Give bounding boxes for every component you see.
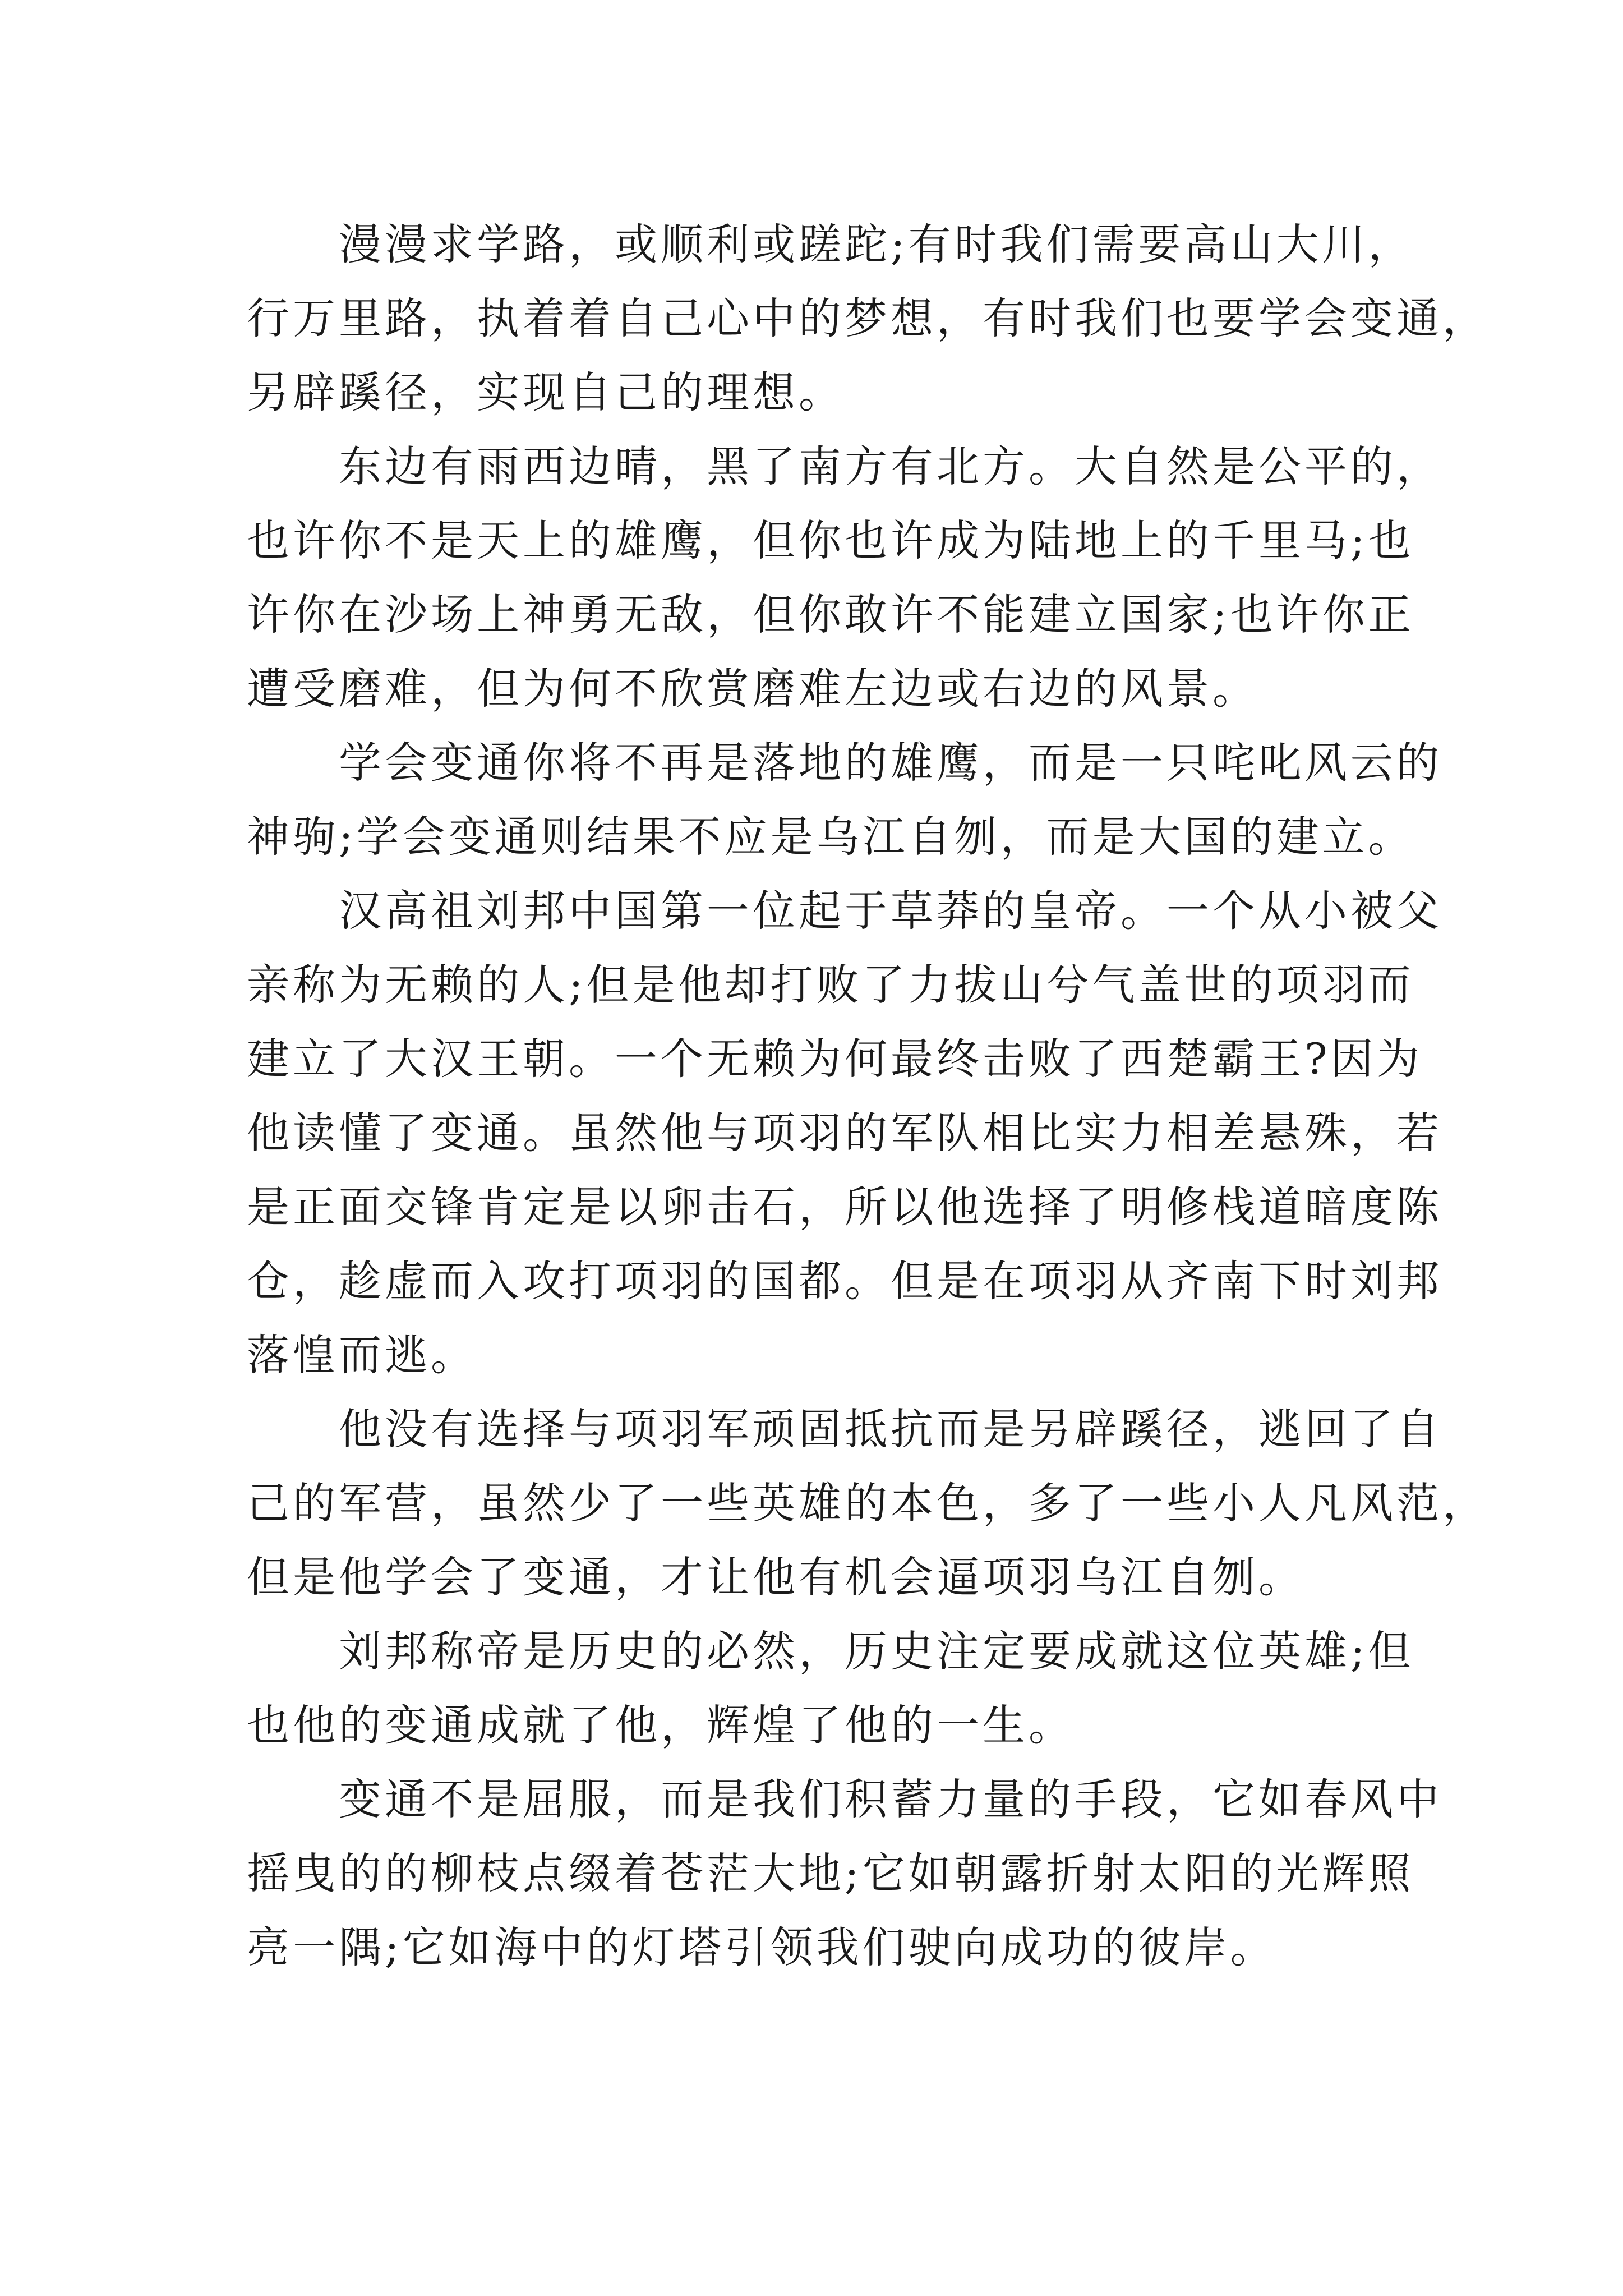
text-line: 也许你不是天上的雄鹰，但你也许成为陆地上的千里马;也 xyxy=(247,516,1414,565)
text-line: 落惶而逃。 xyxy=(247,1330,477,1380)
text-line: 他读懂了变通。虽然他与项羽的军队相比实力相差悬殊，若 xyxy=(247,1108,1442,1158)
text-line: 建立了大汉王朝。一个无赖为何最终击败了西楚霸王?因为 xyxy=(247,1034,1423,1084)
text-line: 亲称为无赖的人;但是他却打败了力拔山兮气盖世的项羽而 xyxy=(247,960,1414,1010)
text-line: 亮一隅;它如海中的灯塔引领我们驶向成功的彼岸。 xyxy=(247,1922,1276,1972)
text-line: 变通不是屈服，而是我们积蓄力量的手段，它如春风中 xyxy=(339,1774,1442,1824)
text-line: 刘邦称帝是历史的必然，历史注定要成就这位英雄;但 xyxy=(339,1626,1414,1676)
text-line: 也他的变通成就了他，辉煌了他的一生。 xyxy=(247,1700,1075,1750)
text-line: 东边有雨西边晴，黑了南方有北方。大自然是公平的， xyxy=(339,441,1442,491)
text-line: 他没有选择与项羽军顽固抵抗而是另辟蹊径，逃回了自 xyxy=(339,1404,1442,1454)
text-line: 摇曳的的柳枝点缀着苍茫大地;它如朝露折射太阳的光辉照 xyxy=(247,1848,1414,1898)
essay-body xyxy=(247,208,1488,1985)
text-line: 学会变通你将不再是落地的雄鹰，而是一只咤叱风云的 xyxy=(339,738,1442,788)
text-line: 许你在沙场上神勇无敌，但你敢许不能建立国家;也许你正 xyxy=(247,590,1414,639)
text-line: 己的军营，虽然少了一些英雄的本色，多了一些小人凡风范， xyxy=(247,1478,1488,1528)
text-line: 行万里路，执着着自己心中的梦想，有时我们也要学会变通， xyxy=(247,293,1488,343)
text-line: 另辟蹊径，实现自己的理想。 xyxy=(247,367,845,417)
text-line: 仓，趁虚而入攻打项羽的国都。但是在项羽从齐南下时刘邦 xyxy=(247,1256,1442,1306)
text-line: 是正面交锋肯定是以卵击石，所以他选择了明修栈道暗度陈 xyxy=(247,1182,1442,1232)
text-line: 汉高祖刘邦中国第一位起于草莽的皇帝。一个从小被父 xyxy=(339,886,1442,936)
text-line: 遭受磨难，但为何不欣赏磨难左边或右边的风景。 xyxy=(247,664,1258,714)
text-line: 但是他学会了变通，才让他有机会逼项羽乌江自刎。 xyxy=(247,1552,1304,1602)
text-line: 漫漫求学路，或顺利或蹉跎;有时我们需要高山大川， xyxy=(339,219,1414,269)
text-line: 神驹;学会变通则结果不应是乌江自刎，而是大国的建立。 xyxy=(247,812,1414,862)
